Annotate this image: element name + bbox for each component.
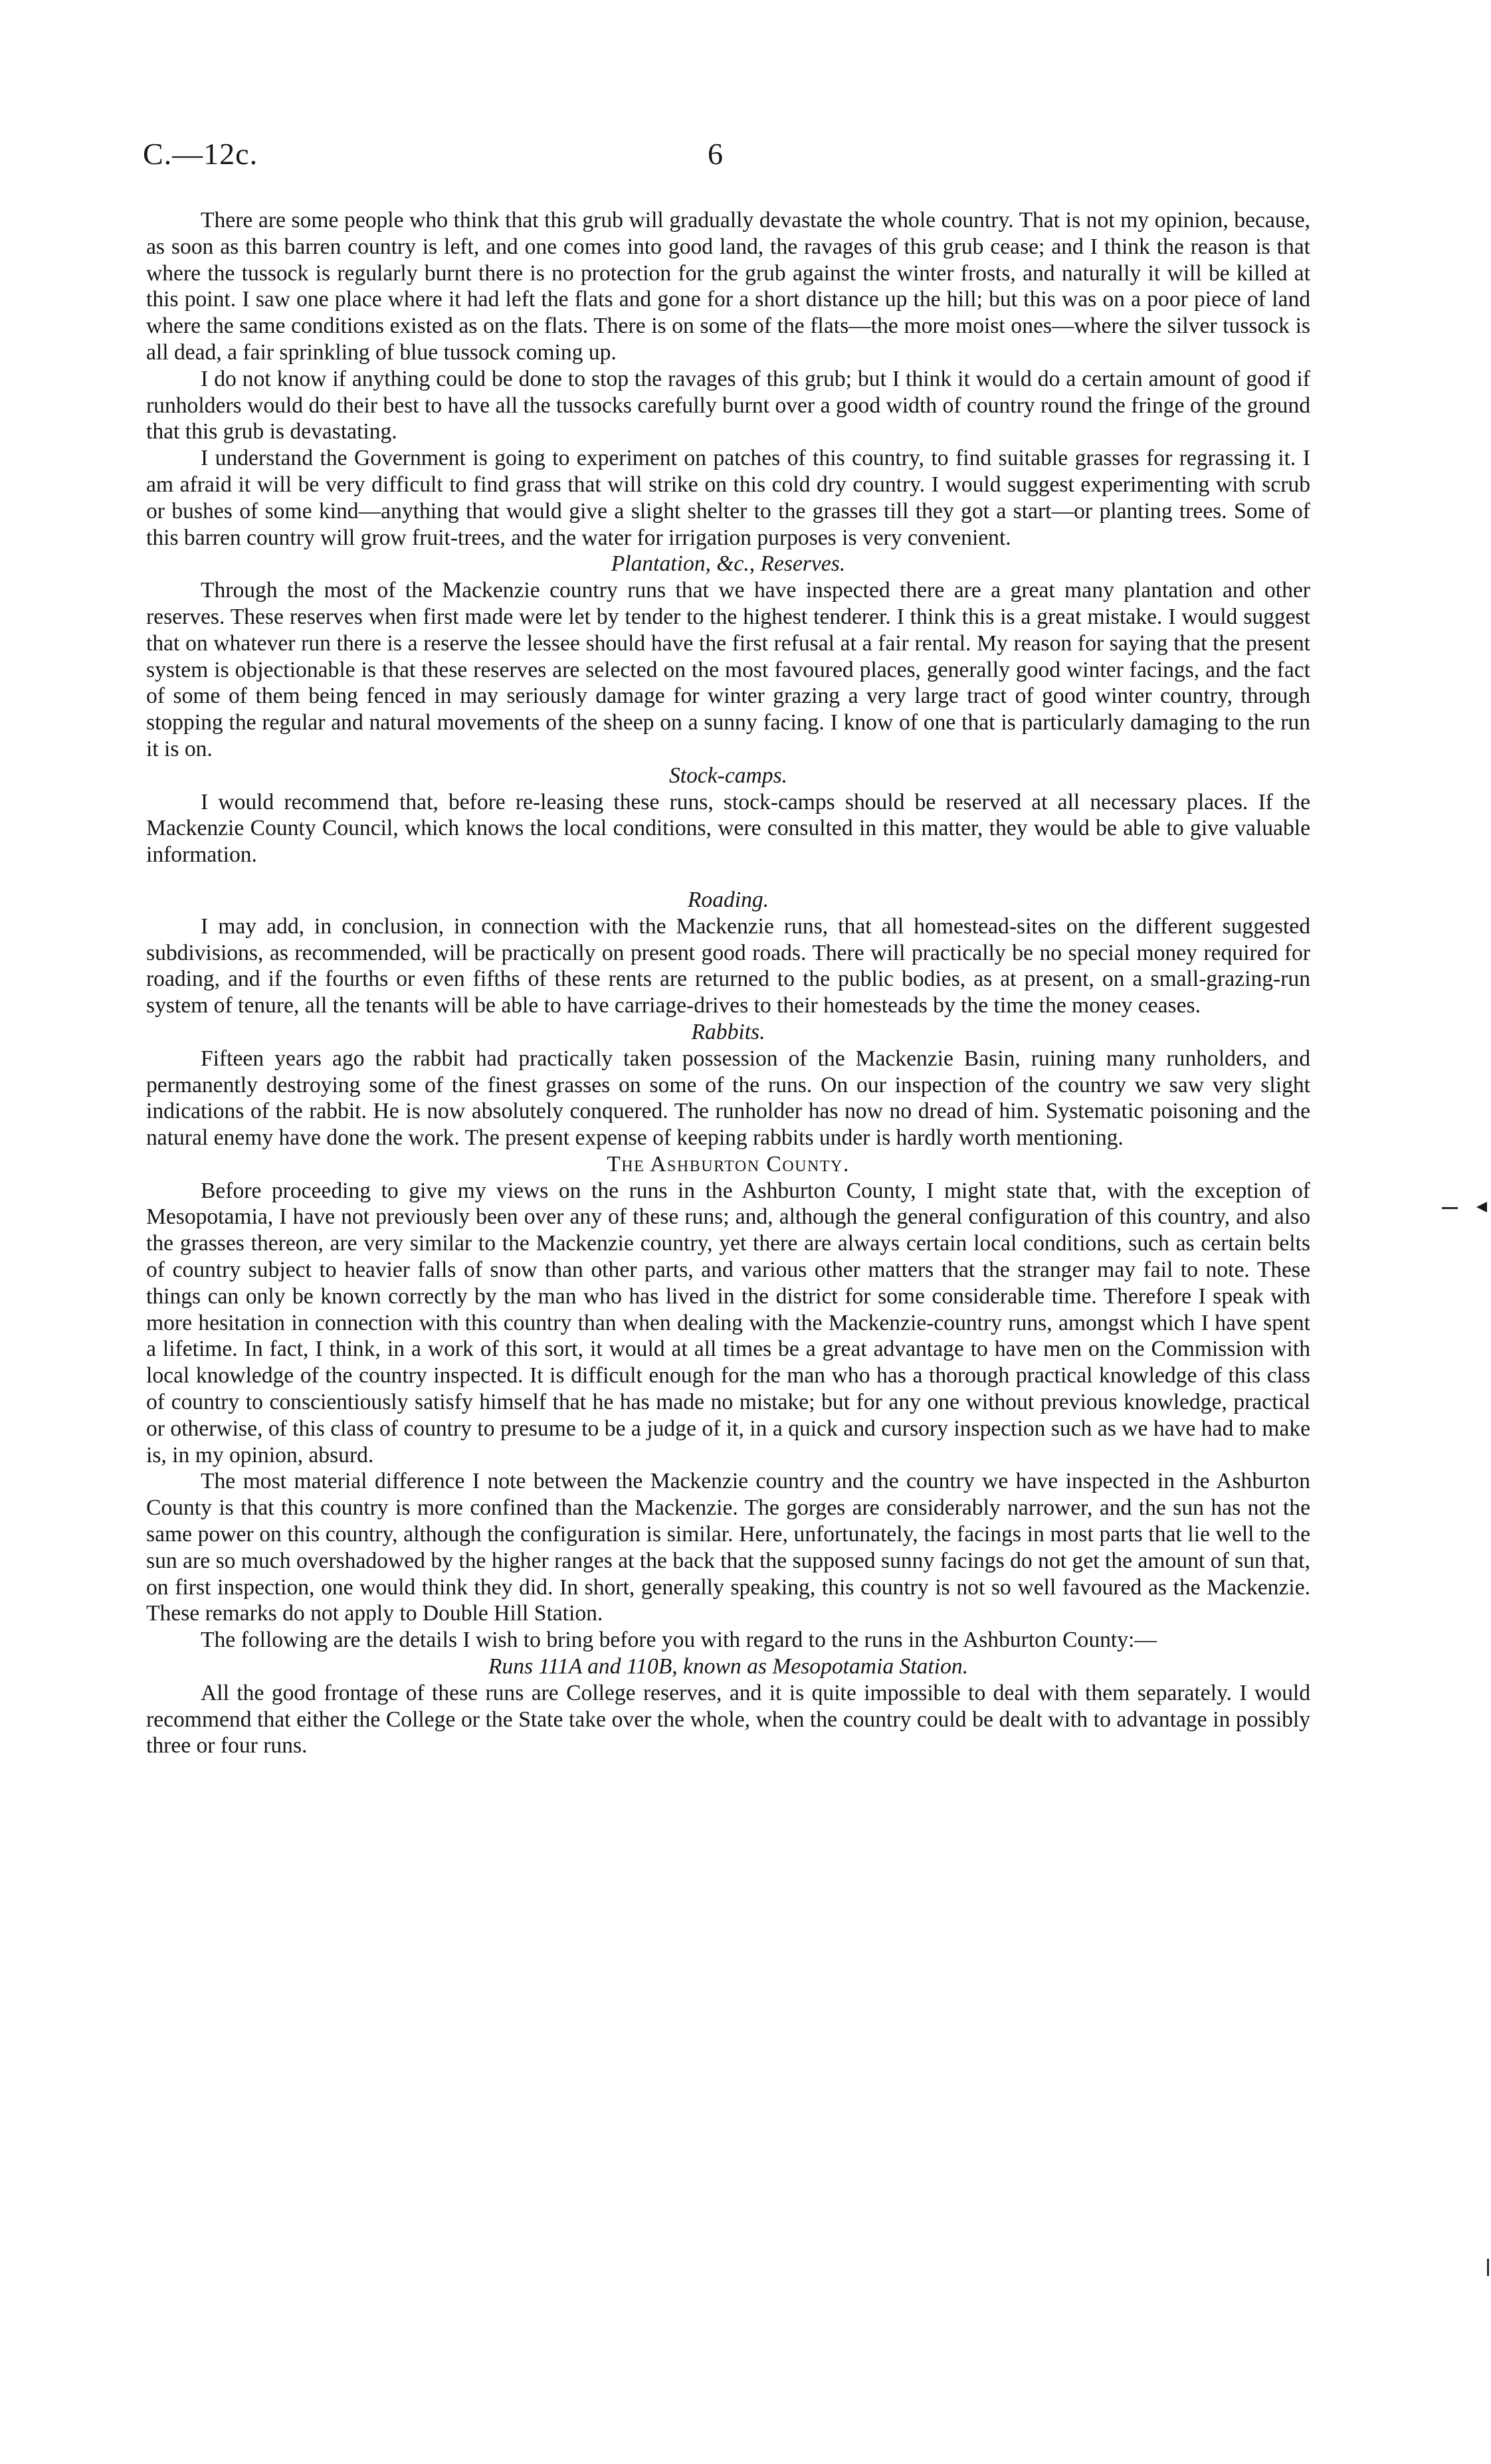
margin-arrow-icon <box>1476 1202 1487 1212</box>
body-paragraph: I would recommend that, before re-leasing these runs, stock-camps should be reserved at all necessary places. If the Mackenzie County Council, which knows the local conditions, were consulted in this matter, they would be able to give valuable information. <box>146 789 1310 868</box>
body-paragraph: I understand the Government is going to experiment on patches of this country, to find suitable grasses for regrassing it. I am afraid it will be very difficult to find grass that will strike on this cold dry country. I would suggest experimenting with scrub or bushes of some kind—anything that would give a slight shelter to the grasses till they got a start—or planting trees. Some of this barren country will grow fruit-trees, and the water for irrigation purposes is very convenient. <box>146 446 1310 550</box>
document-reference: C.—12c. <box>143 137 258 171</box>
body-paragraph: Before proceeding to give my views on the runs in the Ashburton County, I might state that, with the exception of Mesopotamia, I have not previously been over any of these runs; and, although the general configuration of this country, and also the grasses thereon, are very similar to the Mackenzie country, yet there are always certain local conditions, such as certain belts of country subject to heavier falls of snow than other parts, and various other matters that the stranger may fail to note. These things can only be known correctly by the man who has lived in the district for some considerable time. Therefore I speak with more hesitation in connection with this country than when dealing with the Mackenzie-country runs, amongst which I have spent a lifetime. In fact, I think, in a work of this sort, it would at all times be a great advantage to have men on the Commission with local knowledge of the country inspected. It is difficult enough for the man who has a thorough practical knowledge of this class of country to conscientiously satisfy himself that he has made no mistake; but for any one without previous knowledge, practical or otherwise, of this class of country to presume to be a judge of it, in a quick and cursory inspection such as we have had to make is, in my opinion, absurd. <box>146 1178 1310 1468</box>
section-heading: Runs 111A and 110B, known as Mesopotamia Station. <box>488 1654 969 1679</box>
page-number: 6 <box>708 137 723 171</box>
body-paragraph: The most material difference I note between the Mackenzie country and the country we have inspected in the Ashburton County is that this country is more confined than the Mackenzie. The gorges are considerably narrower, and the sun has not the same power on this country, although the configuration is similar. Here, unfortunately, the facings in most parts that lie well to the sun are so much overshadowed by the higher ranges at the back that the supposed sunny facings do not get the amount of sun that, on first inspection, one would think they did. In short, generally speaking, this country is not so well favoured as the Mackenzie. These remarks do not apply to Double Hill Station. <box>146 1469 1310 1626</box>
margin-edge-mark <box>1487 2259 1489 2276</box>
body-paragraph: All the good frontage of these runs are College reserves, and it is quite impossible to deal with them separately. I would recommend that either the College or the State take over the whole, when the country could be dealt with to advantage in possibly three or four runs. <box>146 1680 1310 1758</box>
margin-dash-mark <box>1442 1207 1458 1209</box>
section-heading: Plantation, &c., Reserves. <box>611 551 846 577</box>
body-paragraph: I do not know if anything could be done to stop the ravages of this grub; but I think it would do a certain amount of good if runholders would do their best to have all the tussocks carefully burnt over a good width of country round the fringe of the ground that this grub is devastating. <box>146 366 1310 444</box>
section-heading: Roading. <box>687 887 769 912</box>
body-paragraph: Through the most of the Mackenzie country runs that we have inspected there are a great many plantation and other reserves. These reserves when first made were let by tender to the highest tenderer. I think this is a great mistake. I would suggest that on whatever run there is a reserve the lessee should have the first refusal at a fair rental. My reason for saying that the present system is objectionable is that these reserves are selected on the most favoured places, generally good winter facings, and the fact of some of them being fenced in may seriously damage for winter grazing a very large tract of good winter country, through stopping the regular and natural movements of the sheep on a sunny facing. I know of one that is particularly damaging to the run it is on. <box>146 578 1310 761</box>
body-paragraph: The following are the details I wish to bring before you with regard to the runs in the Ashburton County:— <box>201 1628 1157 1653</box>
page-header <box>143 136 1312 176</box>
body-paragraph: I may add, in conclusion, in connection with the Mackenzie runs, that all homestead-sites on the different suggested subdivisions, as recommended, will be practically on present good roads. There will practically be no special money required for roading, and if the fourths or even fifths of these rents are returned to the public bodies, as at present, on a small-grazing-run system of tenure, all the tenants will be able to have carriage-drives to their homesteads by the time the money ceases. <box>146 913 1310 1018</box>
document-body <box>146 207 1310 1759</box>
section-heading: The Ashburton County. <box>607 1151 850 1177</box>
body-paragraph: Fifteen years ago the rabbit had practically taken possession of the Mackenzie Basin, ruining many runholders, and permanently destroying some of the finest grasses on some of the runs. On our inspection of the country we saw very slight indications of the rabbit. He is now absolutely conquered. The runholder has now no dread of him. Systematic poisoning and the natural enemy have done the work. The present expense of keeping rabbits under is hardly worth mentioning. <box>146 1046 1310 1151</box>
body-paragraph: There are some people who think that this grub will gradually devastate the whole country. That is not my opinion, because, as soon as this barren country is left, and one comes into good land, the ravages of this grub cease; and I think the reason is that where the tussock is regularly burnt there is no protection for the grub against the winter frosts, and naturally it will be killed at this point. I saw one place where it had left the flats and gone for a short distance up the hill; but this was on a poor piece of land where the same conditions existed as on the flats. There is on some of the flats—the more moist ones—where the silver tussock is all dead, a fair sprinkling of blue tussock coming up. <box>146 208 1310 365</box>
section-heading: Rabbits. <box>691 1019 765 1044</box>
section-heading: Stock-camps. <box>668 763 788 788</box>
